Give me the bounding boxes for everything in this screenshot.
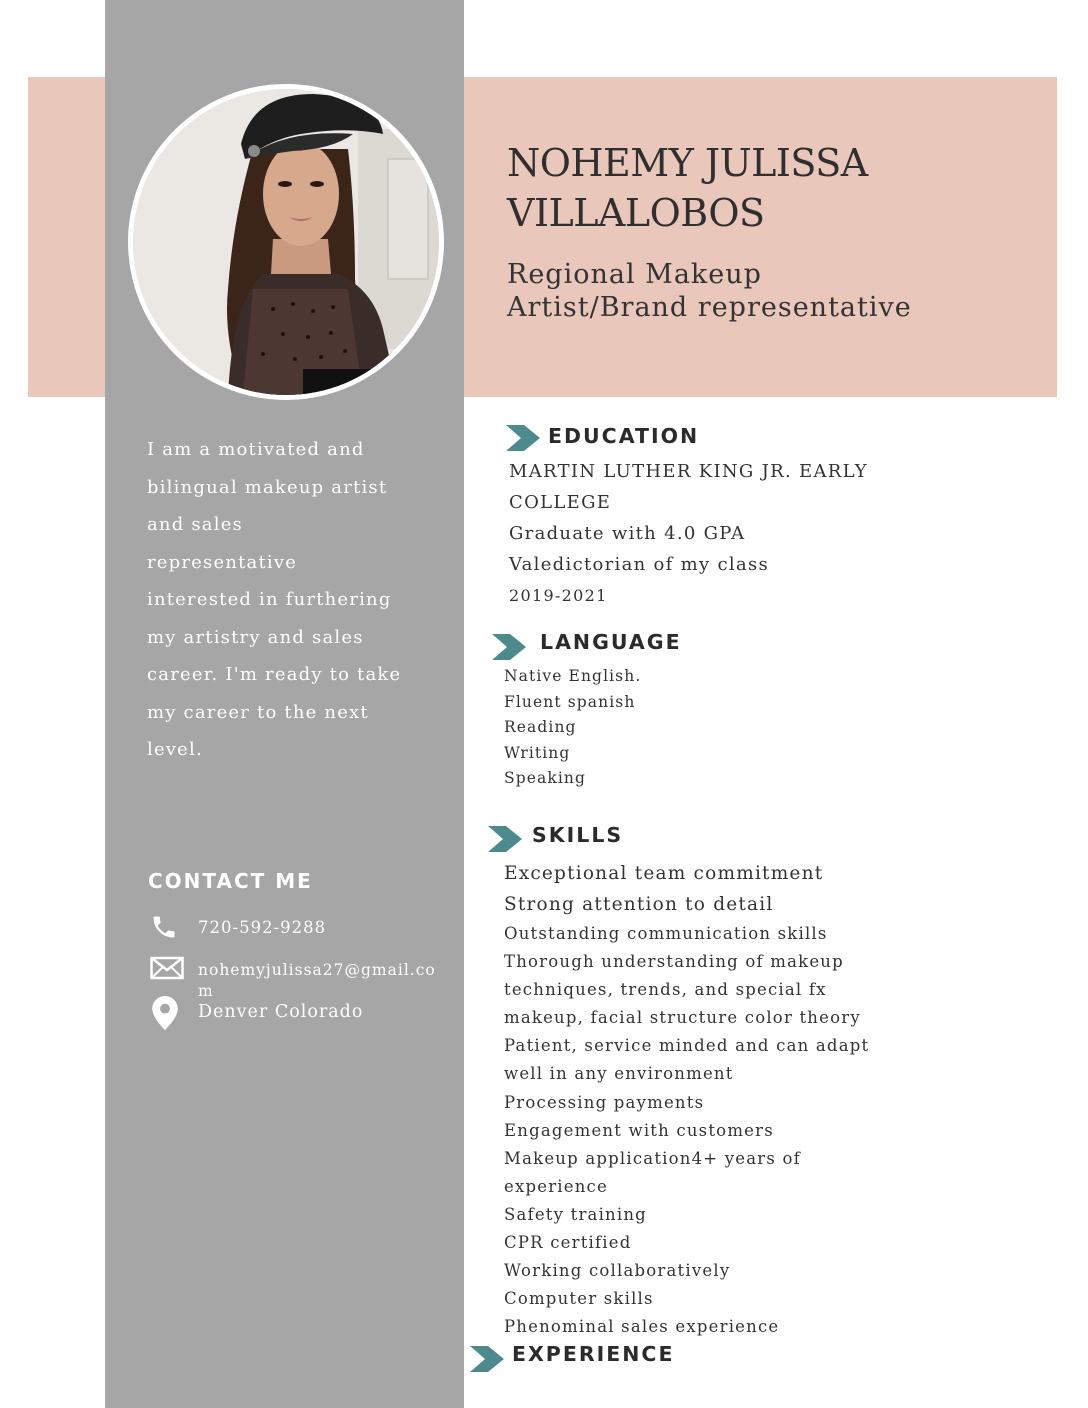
skill-item: Exceptional team commitment [504, 863, 824, 884]
language-heading: LANGUAGE [540, 630, 682, 654]
education-line: Graduate with 4.0 GPA [509, 523, 746, 544]
education-line: COLLEGE [509, 492, 612, 513]
chevron-icon [506, 425, 540, 451]
skill-item: Patient, service minded and can adapt [504, 1036, 870, 1056]
profile-photo [128, 84, 444, 400]
summary-line: interested in furthering [147, 589, 392, 610]
name-line: VILLALOBOS [507, 191, 765, 235]
envelope-icon [150, 955, 182, 987]
skill-item: Working collaboratively [504, 1261, 731, 1281]
email-line: m [198, 982, 214, 1000]
phone-icon [150, 913, 182, 945]
job-title [507, 258, 1047, 324]
education-line: Valedictorian of my class [509, 554, 770, 575]
contact-heading: CONTACT ME [148, 869, 313, 893]
skill-item: CPR certified [504, 1233, 632, 1253]
summary-line: bilingual makeup artist [147, 476, 388, 498]
summary-line: my career to the next [147, 701, 369, 723]
name-line: NOHEMY JULISSA [507, 141, 868, 185]
education-line: MARTIN LUTHER KING JR. EARLY [509, 461, 868, 482]
summary-line: my artistry and sales [147, 626, 364, 648]
language-item: Speaking [504, 769, 587, 787]
skill-item: Thorough understanding of makeup [504, 952, 844, 972]
title-line: Regional Makeup [507, 259, 762, 290]
language-item: Reading [504, 718, 577, 736]
email-address[interactable] [198, 960, 436, 1002]
map-pin-icon [152, 996, 184, 1028]
profile-summary [147, 431, 422, 769]
skill-item: techniques, trends, and special fx [504, 980, 827, 1000]
skills-heading: SKILLS [532, 823, 624, 847]
skill-item: well in any environment [504, 1064, 734, 1084]
skill-item: Processing payments [504, 1092, 705, 1112]
summary-line: representative [147, 551, 298, 573]
experience-heading: EXPERIENCE [512, 1342, 675, 1366]
skill-item: Strong attention to detail [504, 894, 774, 915]
location: Denver Colorado [198, 1002, 364, 1022]
email-line: nohemyjulissa27@gmail.co [198, 961, 436, 979]
skill-item: makeup, facial structure color theory [504, 1008, 861, 1028]
skill-item: Makeup application4+ years of [504, 1148, 801, 1168]
language-item: Fluent spanish [504, 692, 636, 711]
chevron-icon [492, 634, 526, 660]
summary-line: level. [147, 739, 203, 760]
summary-line: I am a motivated and [147, 439, 365, 460]
skill-item: Outstanding communication skills [504, 924, 828, 943]
skills-list [504, 858, 869, 1341]
education-heading: EDUCATION [548, 424, 700, 448]
title-line: Artist/Brand representative [507, 292, 912, 323]
language-item: Native English. [504, 667, 642, 685]
skill-item: experience [504, 1176, 608, 1196]
phone-number[interactable]: 720-592-9288 [198, 918, 327, 937]
skill-item: Computer skills [504, 1289, 654, 1309]
education-line: 2019-2021 [509, 586, 608, 605]
skill-item: Engagement with customers [504, 1120, 774, 1140]
skill-item: Phenominal sales experience [504, 1317, 780, 1337]
language-list [504, 664, 641, 792]
education-details [509, 456, 868, 611]
summary-line: career. I'm ready to take [147, 664, 402, 685]
summary-line: and sales [147, 514, 243, 535]
chevron-icon [488, 826, 522, 852]
language-item: Writing [504, 743, 571, 762]
candidate-name [507, 138, 1027, 238]
chevron-icon [470, 1346, 504, 1372]
skill-item: Safety training [504, 1204, 647, 1224]
